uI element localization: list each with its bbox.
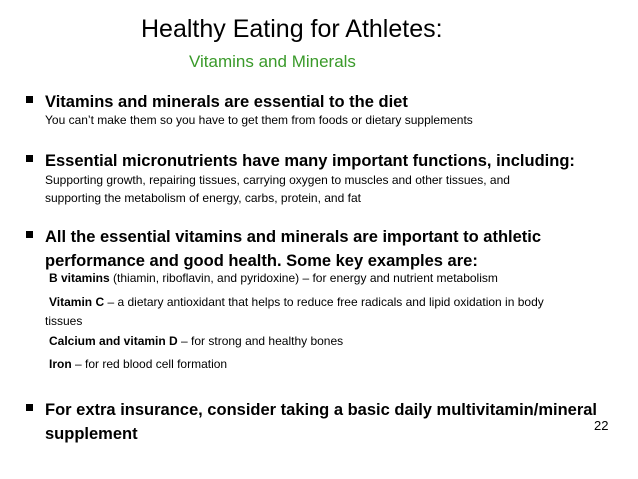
bullet-3-heading-line2: performance and good health. Some key examples are:: [45, 252, 478, 270]
bullet-2-detail-line2: supporting the metabolism of energy, carbs, protein, and fat: [45, 191, 361, 205]
bullet-4-heading-line2: supplement: [45, 425, 138, 443]
bullet-marker-icon: [26, 404, 33, 411]
example-calcium: [49, 333, 343, 350]
bullet-4: [26, 398, 616, 448]
example-term: Calcium and vitamin D: [49, 334, 178, 348]
example-term: Iron: [49, 357, 72, 371]
bullet-marker-icon: [26, 96, 33, 103]
example-text: – a dietary antioxidant that helps to reduce free radicals and lipid oxidation in body: [104, 295, 544, 309]
page-number: 22: [594, 418, 609, 433]
bullet-3-heading: [45, 225, 616, 273]
bullet-marker-icon: [26, 155, 33, 162]
bullet-3: [26, 225, 616, 275]
slide-title: Healthy Eating for Athletes:: [141, 15, 443, 43]
example-text: – for strong and healthy bones: [177, 334, 344, 348]
bullet-marker-icon: [26, 231, 33, 238]
example-vitamin-c: [49, 294, 544, 311]
example-text: – for red blood cell formation: [71, 357, 228, 371]
bullet-1-heading: Vitamins and minerals are essential to the diet: [45, 93, 408, 111]
bullet-3-heading-line1: All the essential vitamins and minerals are important to athletic: [45, 228, 542, 246]
example-term: Vitamin C: [49, 295, 105, 309]
example-term: B vitamins: [49, 271, 110, 285]
example-b-vitamins: [49, 270, 498, 287]
example-vitamin-c-cont: tissues: [45, 314, 83, 328]
example-iron: [49, 356, 227, 373]
example-text: (thiamin, riboflavin, and pyridoxine) – for energy and nutrient metabolism: [109, 271, 498, 285]
bullet-2-detail-line1: Supporting growth, repairing tissues, carrying oxygen to muscles and other tissues, and: [45, 173, 510, 187]
bullet-2-heading: Essential micronutrients have many important functions, including:: [45, 152, 575, 170]
bullet-4-heading-line1: For extra insurance, consider taking a basic daily multivitamin/mineral: [45, 401, 598, 419]
bullet-1-detail: You can’t make them so you have to get them from foods or dietary supplements: [45, 113, 473, 127]
bullet-4-heading: [45, 398, 616, 446]
slide-subtitle: Vitamins and Minerals: [189, 52, 356, 71]
